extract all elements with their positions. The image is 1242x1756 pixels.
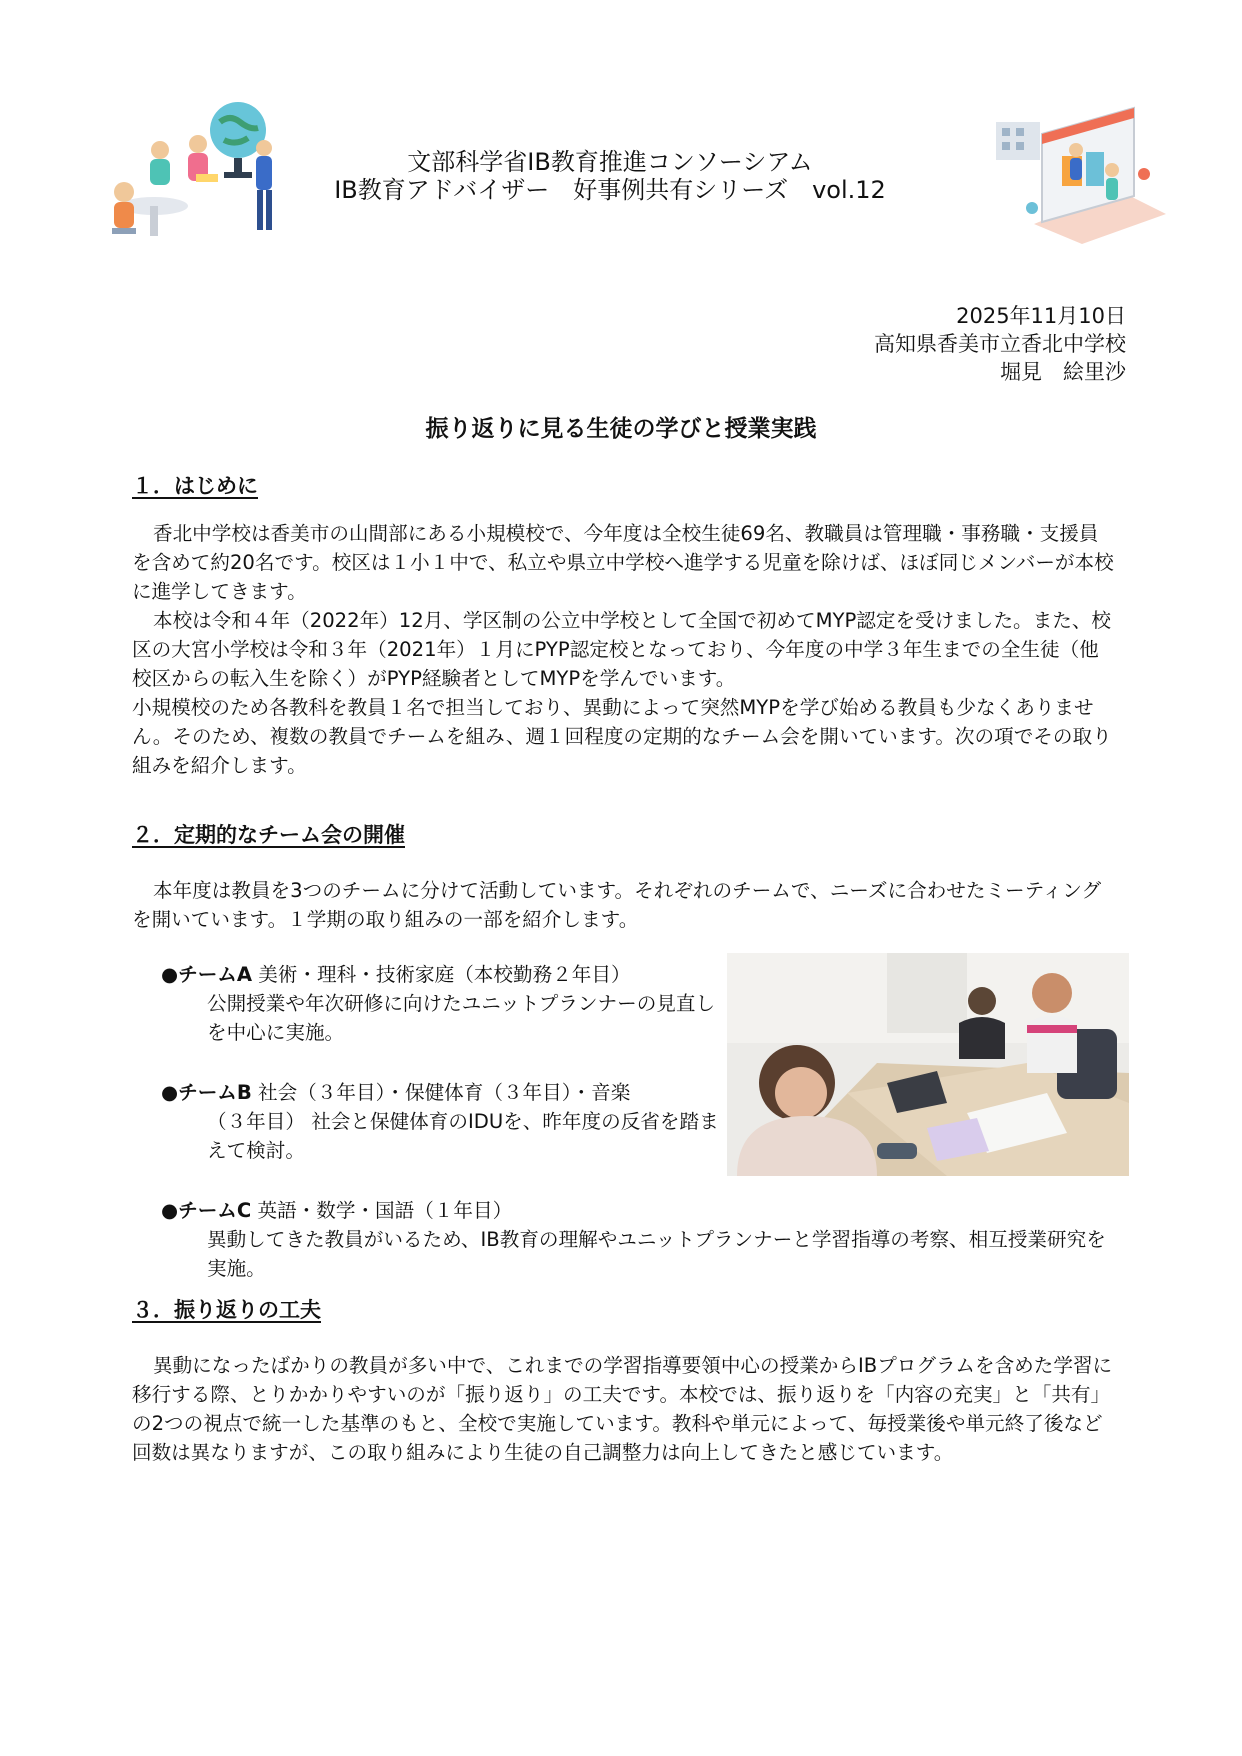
document-date: 2025年11月10日 bbox=[956, 304, 1126, 328]
header-title bbox=[300, 148, 920, 204]
team-c-detail: 異動してきた教員がいるため、IB教育の理解やユニットプランナーと学習指導の考察、相互授業研究を実施。 bbox=[207, 1228, 1106, 1280]
page-title: 振り返りに見る生徒の学びと授業実践 bbox=[425, 416, 817, 442]
illustration-right bbox=[994, 104, 1170, 244]
section-heading-reflection: ３．振り返りの工夫 bbox=[132, 1298, 321, 1322]
school-name: 高知県香美市立香北中学校 bbox=[874, 332, 1126, 356]
team-b-subjects: 社会（３年目）・保健体育（３年目）・音楽 bbox=[251, 1081, 631, 1104]
paragraph-intro-2: 本校は令和４年（2022年）12月、学区制の公立中学校として全国で初めてMYP認定を受けました。また、校区の大宮小学校は令和３年（2021年）１月にPYP認定校となっており、今年度の中学３年生までの全生徒（他校区からの転入生を除く）がPYP経験者としてMYPを学んでいます。 bbox=[132, 609, 1112, 690]
author-name: 堀見 絵里沙 bbox=[1000, 360, 1126, 384]
paragraph-team-intro: 本年度は教員を3つのチームに分けて活動しています。それぞれのチームで、ニーズに合わせたミーティングを開いています。１学期の取り組みの一部を紹介します。 bbox=[132, 879, 1102, 931]
team-a-subjects: 美術・理科・技術家庭（本校勤務２年目） bbox=[252, 963, 631, 986]
paragraph-intro-3: 小規模校のため各教科を教員１名で担当しており、異動によって突然MYPを学び始める教員も少なくありません。そのため、複数の教員でチームを組み、週１回程度の定期的なチーム会を開いています。次の項でその取り組みを紹介します。 bbox=[132, 696, 1112, 777]
illustration-left bbox=[92, 100, 284, 242]
team-a-name: ●チームA bbox=[161, 963, 253, 986]
team-a-detail: 公開授業や年次研修に向けたユニットプランナーの見直しを中心に実施。 bbox=[207, 992, 716, 1044]
team-meeting-photo bbox=[727, 953, 1129, 1176]
header-line-2: IB教育アドバイザー 好事例共有シリーズ vol.12 bbox=[334, 176, 886, 204]
team-b-detail: （３年目） 社会と保健体育のIDUを、昨年度の反省を踏まえて検討。 bbox=[207, 1110, 719, 1162]
section-heading-team-meetings: ２．定期的なチーム会の開催 bbox=[132, 823, 405, 847]
team-b-name: ●チームB bbox=[161, 1081, 252, 1104]
team-a bbox=[161, 960, 721, 1047]
paragraph-reflection: 異動になったばかりの教員が多い中で、これまでの学習指導要領中心の授業からIBプログラムを含めた学習に移行する際、とりかかりやすいのが「振り返り」の工夫です。本校では、振り返りを「内容の充実」と「共有」の2つの視点で統一した基準のもと、全校で実施しています。教科や単元によって、毎授業後や単元終了後など回数は異なりますが、この取り組みにより生徒の自己調整力は向上してきたと感じています。 bbox=[132, 1354, 1113, 1464]
team-c-subjects: 英語・数学・国語（１年目） bbox=[251, 1199, 513, 1222]
team-c bbox=[161, 1196, 1121, 1283]
team-c-name: ●チームC bbox=[161, 1199, 252, 1222]
paragraph-intro-1: 香北中学校は香美市の山間部にある小規模校で、今年度は全校生徒69名、教職員は管理職・事務職・支援員を含めて約20名です。校区は１小１中で、私立や県立中学校へ進学する児童を除けば、ほぼ同じメンバーが本校に進学してきます。 bbox=[132, 522, 1114, 603]
header-line-1: 文部科学省IB教育推進コンソーシアム bbox=[407, 148, 813, 176]
team-b bbox=[161, 1078, 721, 1165]
document-meta bbox=[874, 302, 1126, 386]
section-heading-intro: １．はじめに bbox=[132, 474, 258, 498]
